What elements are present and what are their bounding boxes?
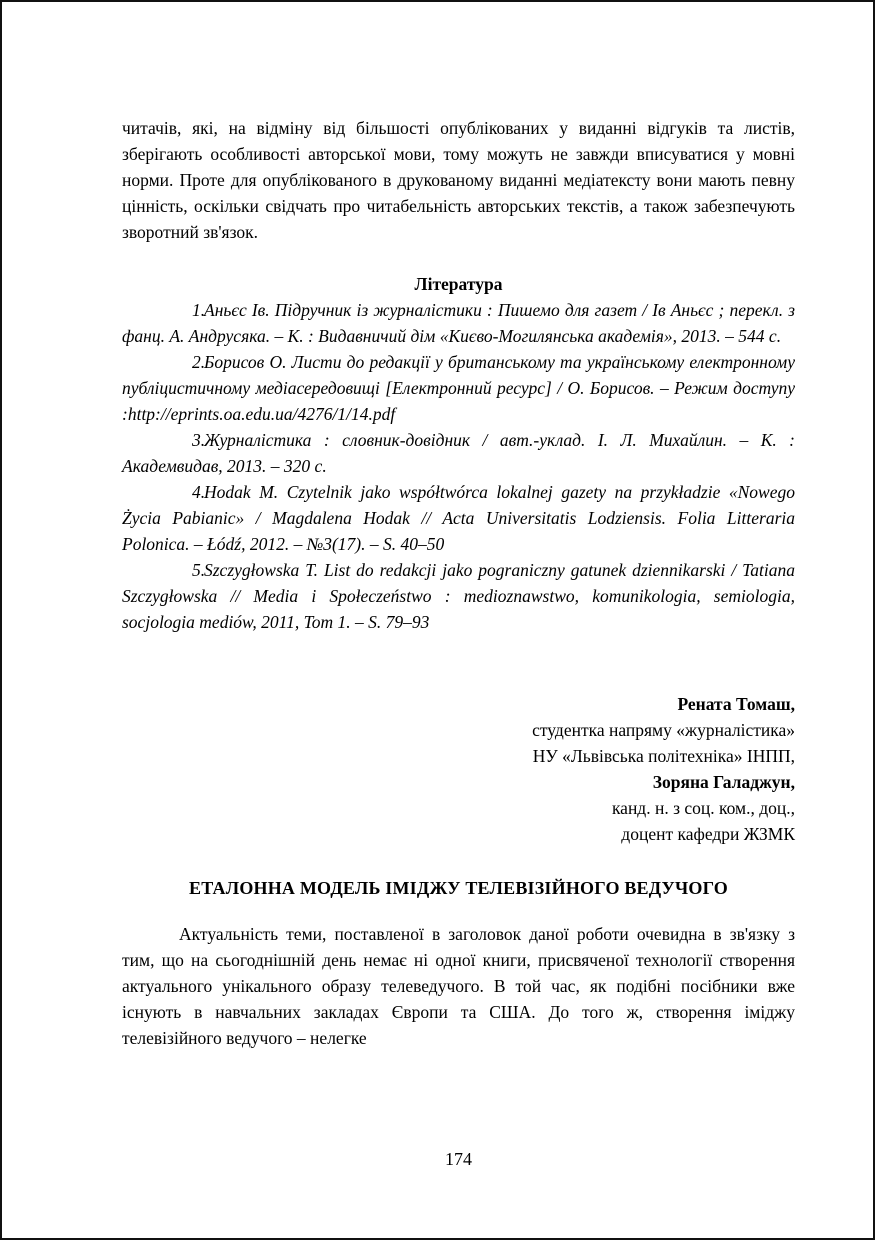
reference-item-1 [122,297,795,349]
literature-heading: Література [414,274,503,294]
author-name-1: Рената Томаш, [677,694,795,714]
reference-text: Hodak M. Czytelnik jako współtwórca lokalnej gazety na przykładzie «Nowego Życia Pabianic» / Magdalena Hodak // Acta Universitatis Lodziensis. Folia Litteraria Polonica. – Łódź, 2012. – №3(17). – S. 40–50 [122,482,795,554]
intro-paragraph: читачів, які, на відміну від більшості опублікованих у виданні відгуків та листів, зберігають особливості авторської мови, тому можуть не завжди вписуватися у мовні норми. Проте для опублікованого в друкованому виданні медіатексту вони мають певну цінність, оскільки свідчать про читабельність авторських текстів, а також забезпечують зворотний зв'язок. [122,118,795,242]
reference-item-2 [122,349,795,427]
reference-number: 5. [192,560,206,580]
author-affiliation-2a: канд. н. з соц. ком., доц., [611,798,795,818]
author-affiliation-1b: НУ «Львівська політехніка» ІНПП, [532,746,795,766]
page-number: 174 [445,1149,472,1169]
reference-number: 2. [192,352,206,372]
reference-number: 1. [192,300,206,320]
author-affiliation-2b: доцент кафедри ЖЗМК [621,824,795,844]
reference-text: Аньєс Ів. Підручник із журналістики : Пишемо для газет / Ів Аньєс ; перекл. з фанц. А. Андрусяка. – К. : Видавничий дім «Києво-Могилянська академія», 2013. – 544 с. [122,300,795,346]
reference-number: 3. [192,430,206,450]
reference-number: 4. [192,482,206,502]
article-first-paragraph: Актуальність теми, поставленої в заголовок даної роботи очевидна в зв'язку з тим, що на сьогоднішній день немає ні одної книги, присвяченої технології створення актуального унікального образу телеведучого. В той час, як подібні посібники вже існують в навчальних закладах Європи та США. До того ж, створення іміджу телевізійного ведучого – нелегке [122,924,795,1048]
reference-item-5 [122,557,795,635]
author-block [122,691,795,847]
reference-item-3 [122,427,795,479]
article-title: ЕТАЛОННА МОДЕЛЬ ІМІДЖУ ТЕЛЕВІЗІЙНОГО ВЕДУЧОГО [189,878,728,898]
author-name-2: Зоряна Галаджун, [652,772,795,792]
reference-text: Szczygłowska T. List do redakcji jako pograniczny gatunek dziennikarski / Tatiana Szczygłowska // Media i Społeczeństwo : medioznawstwo, komunikologia, semiologia, socjologia mediów, 2011, Tom 1. – S. 79–93 [122,560,795,632]
reference-text: Борисов О. Листи до редакції у британському та українському електронному публіцистичному медіасередовищі [Електронний ресурс] / О. Борисов. – Режим доступу :http://eprints.oa.edu.ua/4276/1/14.pdf [122,352,795,424]
reference-text: Журналістика : словник-довідник / авт.-уклад. І. Л. Михайлин. – К. : Академвидав, 2013. – 320 с. [122,430,795,476]
reference-item-4 [122,479,795,557]
author-affiliation-1a: студентка напряму «журналістика» [532,720,795,740]
page-content [122,115,795,1051]
